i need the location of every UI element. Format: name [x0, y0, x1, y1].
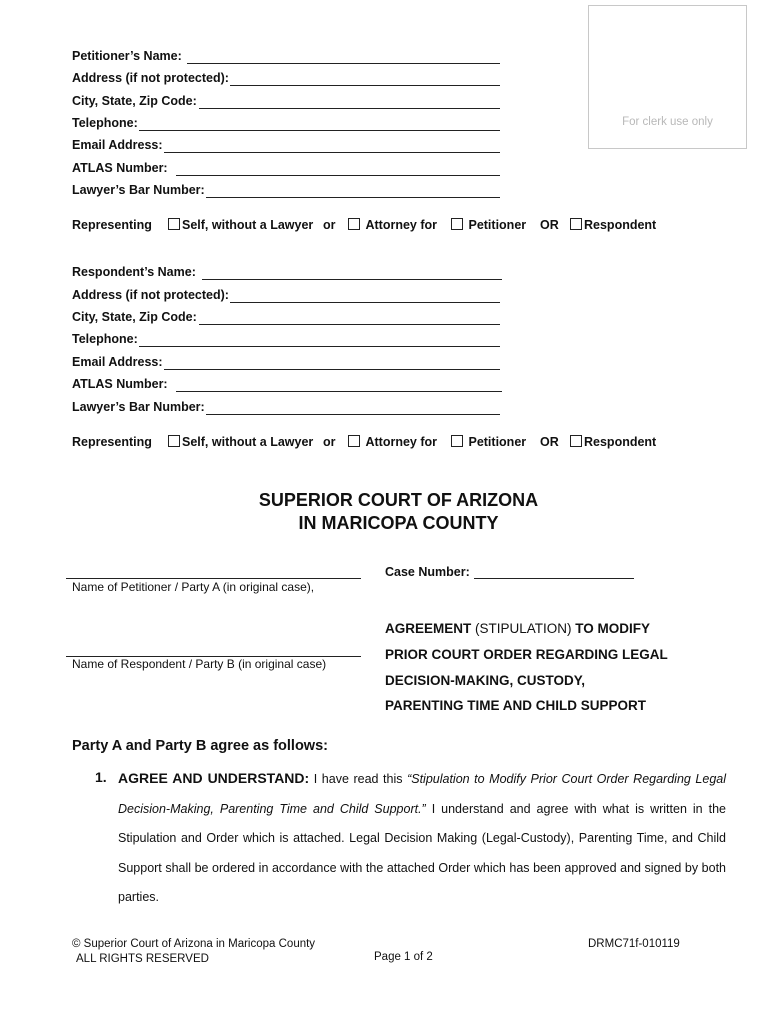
footer-form-code: DRMC71f-010119 [588, 938, 680, 950]
checkbox-icon[interactable] [348, 218, 360, 230]
attorney-option[interactable]: Attorney for [348, 435, 437, 449]
footer-page-number: Page 1 of 2 [374, 951, 433, 963]
document-title-line-1: AGREEMENT (STIPULATION) TO MODIFY [385, 621, 651, 636]
document-title-line-2: PRIOR COURT ORDER REGARDING LEGAL [385, 647, 668, 662]
respondent-email-field[interactable] [164, 357, 500, 370]
petitioner-name-label: Petitioner’s Name: [72, 49, 182, 63]
document-title-line-4: PARENTING TIME AND CHILD SUPPORT [385, 698, 647, 713]
respondent-bar-field[interactable] [206, 402, 500, 415]
respondent-option[interactable]: Respondent [570, 218, 656, 232]
or-text: OR [540, 218, 559, 232]
petitioner-address-field[interactable] [230, 73, 500, 86]
or-text: or [323, 218, 336, 232]
respondent-city-label: City, State, Zip Code: [72, 310, 197, 324]
petitioner-atlas-field[interactable] [176, 163, 500, 176]
self-option[interactable]: Self, without a Lawyer [168, 218, 313, 232]
or-text: OR [540, 435, 559, 449]
party-b-caption: Name of Respondent / Party B (in original case) [72, 657, 327, 671]
party-a-caption: Name of Petitioner / Party A (in original case), [72, 580, 315, 594]
checkbox-icon[interactable] [451, 218, 463, 230]
respondent-atlas-field[interactable] [176, 379, 502, 392]
petitioner-phone-label: Telephone: [72, 116, 138, 130]
petitioner-option[interactable]: Petitioner [451, 435, 526, 449]
item-1-paragraph: AGREE AND UNDERSTAND: I have read this “Stipulation to Modify Prior Court Order Regarding Legal Decision-Making, Parenting Time and Child Support.” I understand and agree with what is written in the Stipulation and Order which is attached. Legal Decision Making (Legal-Custody), Parenting Time, and Child Support shall be ordered in accordance with the attached Order which has been approved and signed by both parties. [118, 770, 726, 904]
petitioner-city-label: City, State, Zip Code: [72, 94, 197, 108]
respondent-city-field[interactable] [199, 312, 500, 325]
respondent-phone-label: Telephone: [72, 332, 138, 346]
checkbox-icon[interactable] [451, 435, 463, 447]
footer-copyright: © Superior Court of Arizona in Maricopa County [72, 938, 316, 950]
petitioner-name-field[interactable] [187, 51, 500, 64]
respondent-address-field[interactable] [230, 290, 500, 303]
party-a-name-field[interactable] [66, 566, 361, 579]
checkbox-icon[interactable] [168, 435, 180, 447]
respondent-name-label: Respondent’s Name: [72, 265, 196, 279]
respondent-option[interactable]: Respondent [570, 435, 656, 449]
respondent-email-label: Email Address: [72, 355, 163, 369]
petitioner-phone-field[interactable] [139, 118, 500, 131]
self-option[interactable]: Self, without a Lawyer [168, 435, 313, 449]
clerk-use-label: For clerk use only [622, 116, 713, 128]
item-number: 1. [95, 769, 107, 785]
item-1-heading: AGREE AND UNDERSTAND: [118, 770, 310, 786]
checkbox-icon[interactable] [570, 218, 582, 230]
checkbox-icon[interactable] [348, 435, 360, 447]
petitioner-address-label: Address (if not protected): [72, 71, 229, 85]
or-text: or [323, 435, 336, 449]
petitioner-city-field[interactable] [199, 96, 500, 109]
clerk-use-box [588, 5, 747, 149]
respondent-name-field[interactable] [202, 267, 502, 280]
agreement-heading: Party A and Party B agree as follows: [72, 738, 328, 754]
court-county: IN MARICOPA COUNTY [298, 513, 499, 533]
petitioner-email-field[interactable] [164, 140, 500, 153]
case-number-label: Case Number: [385, 565, 470, 579]
petitioner-atlas-label: ATLAS Number: [72, 161, 168, 175]
checkbox-icon[interactable] [168, 218, 180, 230]
court-name: SUPERIOR COURT OF ARIZONA [258, 490, 539, 510]
petitioner-bar-field[interactable] [206, 185, 500, 198]
petitioner-option[interactable]: Petitioner [451, 218, 526, 232]
representing-label: Representing [72, 435, 152, 449]
respondent-atlas-label: ATLAS Number: [72, 377, 168, 391]
checkbox-icon[interactable] [570, 435, 582, 447]
case-number-field[interactable] [474, 566, 634, 579]
petitioner-bar-label: Lawyer’s Bar Number: [72, 183, 205, 197]
attorney-option[interactable]: Attorney for [348, 218, 437, 232]
document-title-line-3: DECISION-MAKING, CUSTODY, [385, 673, 586, 688]
petitioner-email-label: Email Address: [72, 138, 163, 152]
representing-label: Representing [72, 218, 152, 232]
party-b-name-field[interactable] [66, 644, 361, 657]
respondent-bar-label: Lawyer’s Bar Number: [72, 400, 205, 414]
footer-rights: ALL RIGHTS RESERVED [76, 953, 209, 965]
respondent-address-label: Address (if not protected): [72, 288, 229, 302]
respondent-phone-field[interactable] [139, 334, 500, 347]
